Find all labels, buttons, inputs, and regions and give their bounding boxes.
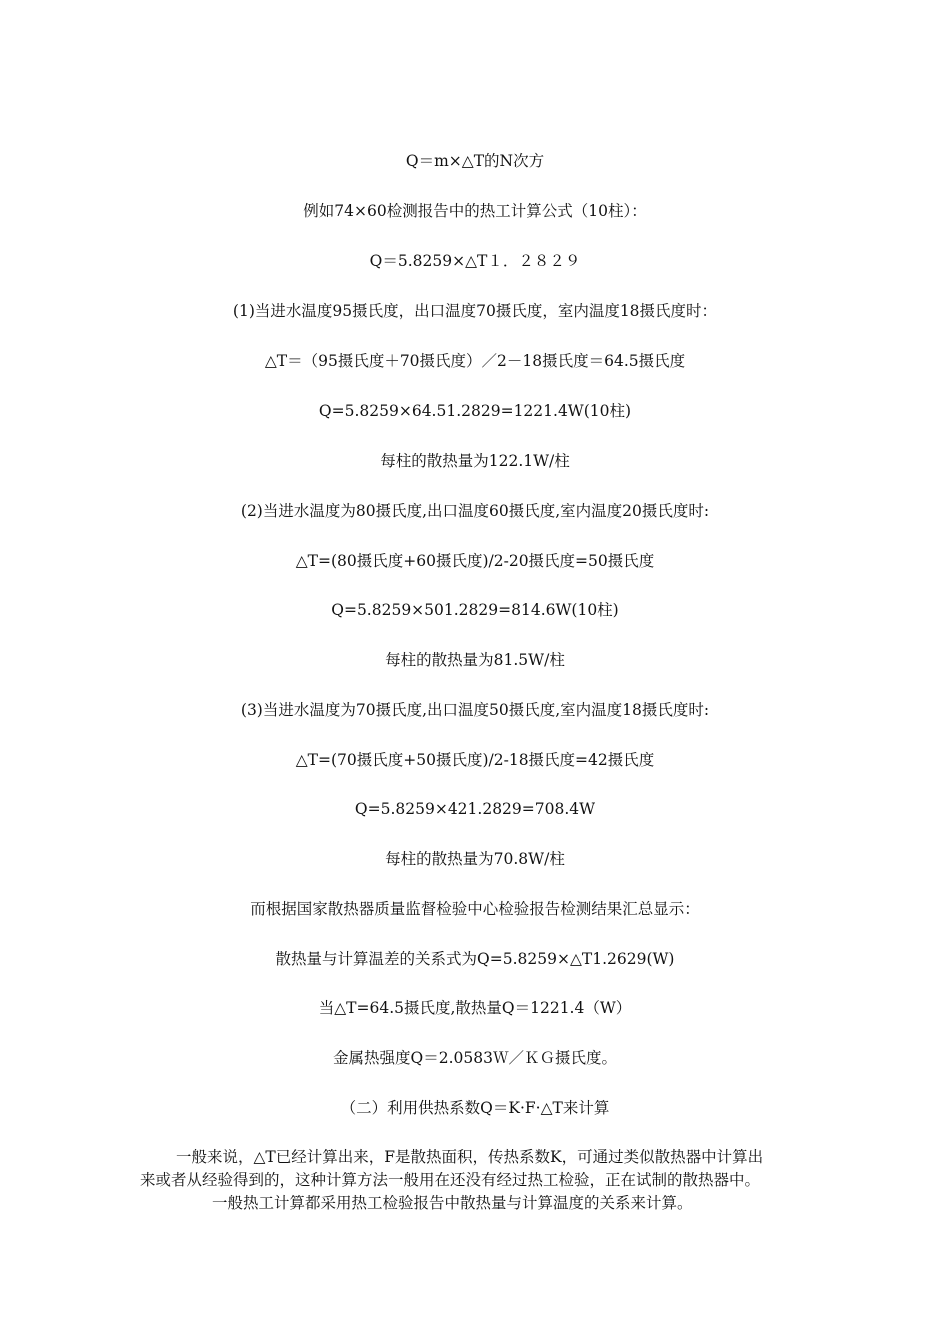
case-3-per-column: 每柱的散热量为70.8W/柱 [385, 850, 565, 868]
case-3-delta-t: △T=(70摄氏度+50摄氏度)/2-18摄氏度=42摄氏度 [295, 751, 655, 769]
paragraph-line: 来或者从经验得到的，这种计算方法一般用在还没有经过热工检验，正在试制的散热器中。 [140, 1171, 761, 1189]
paragraph-line: 一般来说，△T已经计算出来，F是散热面积，传热系数K，可通过类似散热器中计算出 [176, 1148, 764, 1166]
case-1-per-column: 每柱的散热量为122.1W/柱 [380, 452, 570, 470]
formula-line: Q＝5.8259×△T１．２８２９ [369, 252, 581, 270]
paragraph-line: 一般热工计算都采用热工检验报告中散热量与计算温度的关系来计算。 [212, 1194, 693, 1212]
formula-line: Q＝m×△T的N次方 [405, 152, 545, 170]
metal-heat-intensity: 金属热强度Q＝2.0583Ｗ／ＫＧ摄氏度。 [333, 1049, 617, 1067]
case-2-q: Q=5.8259×501.2829=814.6W(10柱) [331, 601, 619, 619]
case-2-per-column: 每柱的散热量为81.5W/柱 [385, 651, 565, 669]
case-3-q: Q=5.8259×421.2829=708.4W [354, 800, 596, 818]
report-summary-heading: 而根据国家散热器质量监督检验中心检验报告检测结果汇总显示： [250, 900, 700, 918]
relation-formula: 散热量与计算温差的关系式为Q=5.8259×△T1.2629(W) [275, 950, 675, 968]
section-heading: （二）利用供热系数Q＝K·F·△T来计算 [340, 1099, 610, 1117]
case-1-condition: (1)当进水温度95摄氏度，出口温度70摄氏度，室内温度18摄氏度时： [232, 302, 718, 320]
case-1-delta-t: △T＝（95摄氏度＋70摄氏度）／2－18摄氏度＝64.5摄氏度 [264, 352, 686, 370]
case-1-q: Q=5.8259×64.51.2829=1221.4W(10柱) [318, 402, 632, 420]
closing-paragraph [140, 1146, 815, 1215]
case-3-condition: (3)当进水温度为70摄氏度,出口温度50摄氏度,室内温度18摄氏度时: [240, 701, 710, 719]
example-heading: 例如74×60检测报告中的热工计算公式（10柱）： [303, 202, 647, 220]
case-2-delta-t: △T=(80摄氏度+60摄氏度)/2-20摄氏度=50摄氏度 [295, 552, 655, 570]
case-2-condition: (2)当进水温度为80摄氏度,出口温度60摄氏度,室内温度20摄氏度时: [240, 502, 710, 520]
heat-output-result: 当△T=64.5摄氏度,散热量Q＝1221.4（W） [318, 999, 632, 1017]
